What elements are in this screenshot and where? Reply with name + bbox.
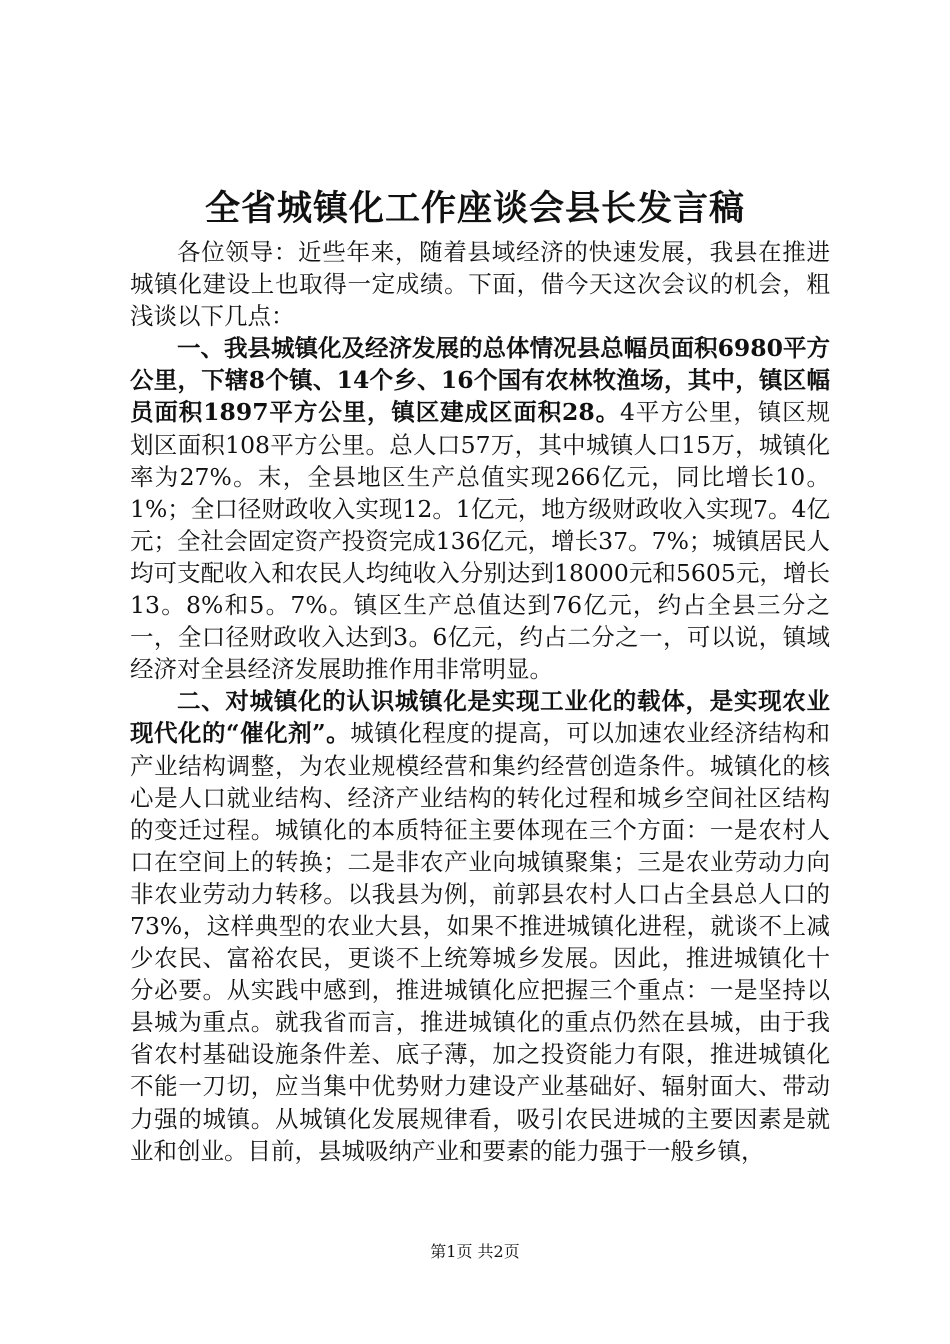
section-2-heading: 二、对城镇化的认识城镇化是实现工业化的载体，是实现农业现代化的“催化剂”。 [130,687,830,748]
section-1-heading: 一、我县城镇化及经济发展的总体情况县总幅员面积6980平方公里，下辖8个镇、14个乡、16个国有农林牧渔场，其中，镇区幅员面积1897平方公里，镇区建成区面积28。 [130,334,830,427]
section-2-text: 城镇化程度的提高，可以加速农业经济结构和产业结构调整，为农业规模经营和集约经营创造条件。城镇化的核心是人口就业结构、经济产业结构的转化过程和城乡空间社区结构的变迁过程。城镇化的本质特征主要体现在三个方面：一是农村人口在空间上的转换；二是非农产业向城镇聚集；三是农业劳动力向非农业劳动力转移。以我县为例，前郭县农村人口占全县总人口的73%，这样典型的农业大县，如果不推进城镇化进程，就谈不上减少农民、富裕农民，更谈不上统筹城乡发展。因此，推进城镇化十分必要。从实践中感到，推进城镇化应把握三个重点：一是坚持以县城为重点。就我省而言，推进城镇化的重点仍然在县城，由于我省农村基础设施条件差、底子薄，加之投资能力有限，推进城镇化不能一刀切，应当集中优势财力建设产业基础好、辐射面大、带动力强的城镇。从城镇化发展规律看，吸引农民进城的主要因素是就业和创业。目前，县城吸纳产业和要素的能力强于一般乡镇， [130,719,830,1165]
paragraph-section-2 [130,685,830,1166]
paragraph-intro [130,236,830,332]
paragraph-section-1 [130,332,830,685]
page-footer: 第1页 共2页 [430,1242,520,1261]
document-title: 全省城镇化工作座谈会县长发言稿 [204,188,745,229]
section-1-text: 4平方公里，镇区规划区面积108平方公里。总人口57万，其中城镇人口15万，城镇化率为27%。末，全县地区生产总值实现266亿元，同比增长10。1%；全口径财政收入实现12。1亿元，地方级财政收入实现7。4亿元；全社会固定资产投资完成136亿元，增长37。7%；城镇居民人均可支配收入和农民人均纯收入分别达到18000元和5605元，增长13。8%和5。7%。镇区生产总值达到76亿元，约占全县三分之一，全口径财政收入达到3。6亿元，约占二分之一，可以说，镇域经济对全县经济发展助推作用非常明显。 [130,398,831,684]
paragraph-intro-text: 各位领导：近些年来，随着县域经济的快速发展，我县在推进城镇化建设上也取得一定成绩。下面，借今天这次会议的机会，粗浅谈以下几点： [130,238,830,331]
document-body [130,236,830,1167]
